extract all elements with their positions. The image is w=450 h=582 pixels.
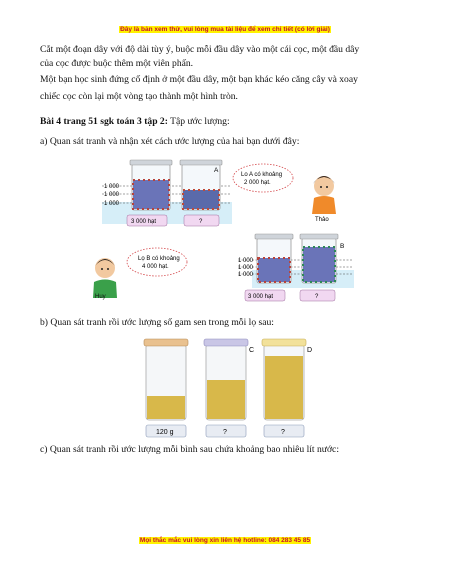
intro-line-4: chiếc cọc còn lại một vòng tạo thành một hình tròn. bbox=[40, 90, 238, 102]
intro-paragraph bbox=[40, 43, 412, 103]
hotline-footer bbox=[0, 537, 450, 544]
tick-label-6: 1 000 bbox=[238, 272, 254, 278]
intro-line-2: của cọc được buộc thêm một viên phấn. bbox=[40, 57, 194, 69]
part-b-text: b) Quan sát tranh rồi ước lượng số gam sen trong mỗi lọ sau: bbox=[40, 317, 274, 328]
girl-name: Thảo bbox=[315, 217, 329, 223]
jar-b-label: B bbox=[340, 243, 345, 250]
part-a-text: a) Quan sát tranh và nhận xét cách ước lượng của hai bạn dưới đây: bbox=[40, 136, 300, 147]
jar-lotus-1-value: 120 g bbox=[156, 429, 174, 436]
boy-name: Huy bbox=[95, 294, 106, 300]
jar-d-label: D bbox=[307, 347, 313, 354]
jar-lower-left bbox=[255, 234, 293, 283]
jar-left-value: 3 000 hạt bbox=[131, 219, 157, 225]
tick-label-5: 1 000 bbox=[238, 265, 254, 271]
bubble-1-line-2: 2 000 hạt. bbox=[244, 180, 271, 186]
jar-c bbox=[204, 339, 248, 420]
jar-c-value: ? bbox=[223, 429, 227, 436]
jar-c-label: C bbox=[249, 347, 255, 354]
jar-left bbox=[130, 160, 172, 210]
preview-notice-text: Đây là bản xem thử, vui lòng mua tài liệu để xem chi tiết (có lời giải) bbox=[120, 26, 330, 33]
jar-lotus-1 bbox=[144, 339, 188, 420]
girl-avatar bbox=[312, 176, 336, 214]
tick-label-1: 1 000 bbox=[104, 184, 120, 190]
speech-bubble-1 bbox=[233, 164, 293, 192]
tick-label-4: 1 000 bbox=[238, 258, 254, 264]
exercise-heading bbox=[40, 115, 412, 129]
intro-line-3: Một bạn học sinh đứng cố định ở một đầu dây, một bạn khác kéo căng cây và xoay bbox=[40, 74, 358, 85]
speech-bubble-2 bbox=[127, 248, 187, 276]
exercise-subtitle: Tập ước lượng: bbox=[167, 116, 230, 127]
preview-notice-banner bbox=[0, 26, 450, 33]
bubble-2-line-2: 4 000 hạt. bbox=[142, 264, 169, 270]
figure-a-seed-jars bbox=[102, 152, 354, 302]
bubble-1-line-1: Lo A có khoảng bbox=[241, 172, 283, 178]
jar-d bbox=[262, 339, 306, 420]
jar-a-label: A bbox=[214, 167, 219, 174]
tick-label-3: 1 000 bbox=[104, 201, 120, 207]
exercise-title: Bài 4 trang 51 sgk toán 3 tập 2: bbox=[40, 116, 168, 127]
hotline-text: Mọi thắc mắc vui lòng xin liên hệ hotline: 084 283 45 85 bbox=[139, 537, 311, 544]
intro-line-1: Cắt một đoạn dây với độ dài tùy ý, buộc mỗi đầu dây vào một cái cọc, một đầu dây bbox=[40, 44, 360, 55]
bubble-2-line-1: Lọ B có khoảng bbox=[138, 256, 180, 262]
jar-a-value: ? bbox=[199, 219, 203, 225]
jar-d-value: ? bbox=[281, 429, 285, 436]
jar-b-value: ? bbox=[315, 294, 319, 300]
jar-b bbox=[300, 234, 338, 283]
part-c-text: c) Quan sát tranh rồi ước lượng mỗi bình sau chứa khoảng bao nhiêu lít nước: bbox=[40, 444, 339, 455]
jar-b-left-value: 3 000 hạt bbox=[248, 294, 274, 300]
tick-label-2: 1 000 bbox=[104, 192, 120, 198]
figure-b-lotus-jars bbox=[128, 330, 328, 440]
